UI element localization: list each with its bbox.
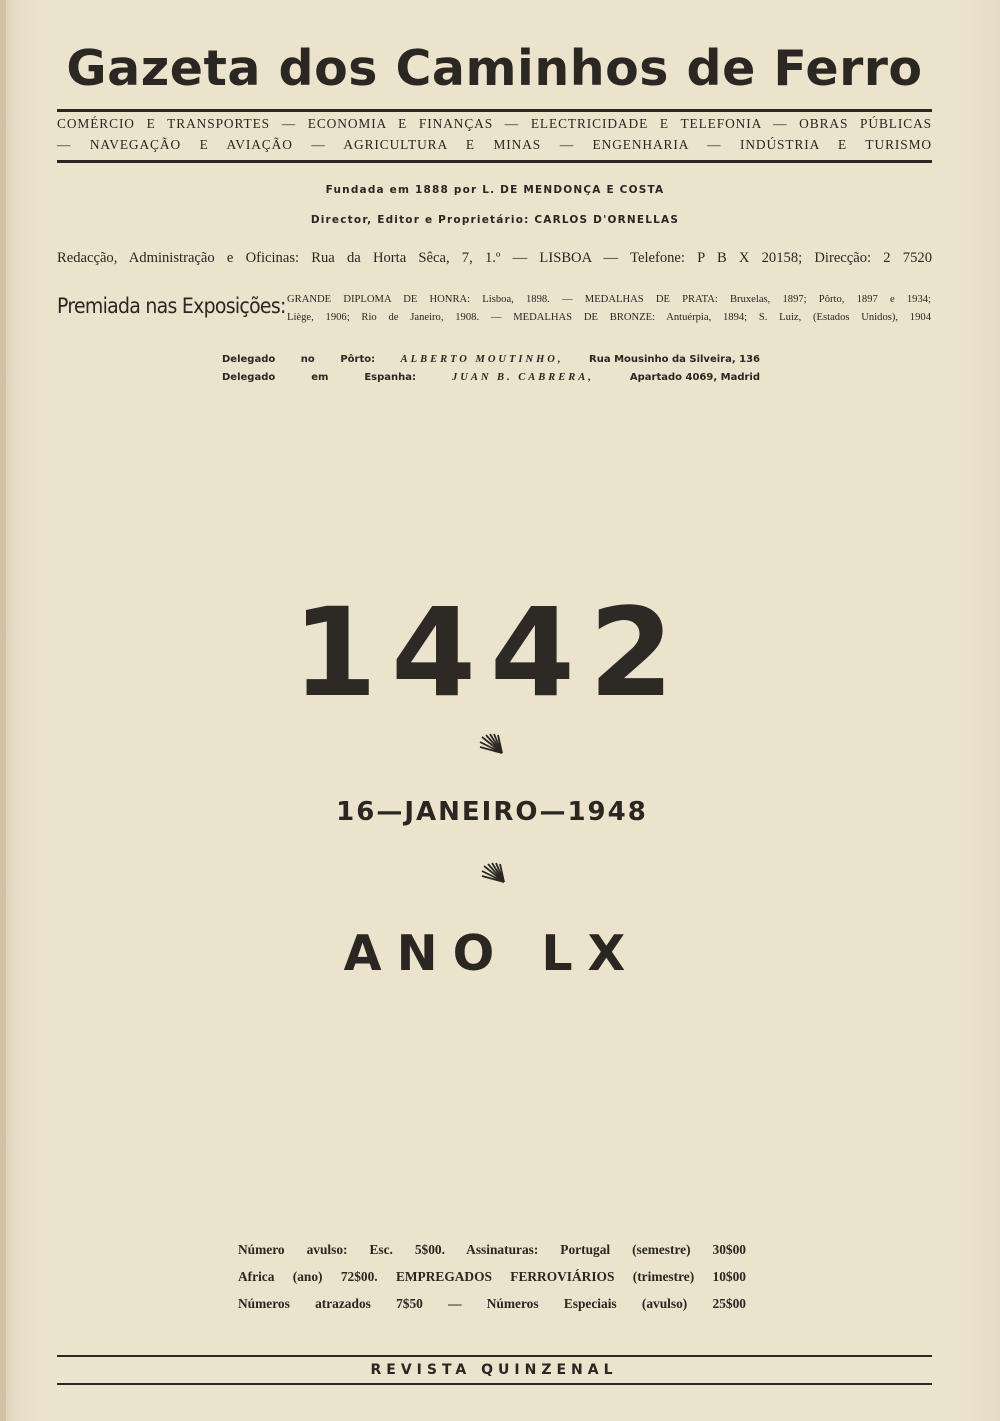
director-line: Director, Editor e Proprietário: CARLOS D'ORNELLAS xyxy=(310,214,680,226)
price-line-1: Número avulso: Esc. 5$00. Assinaturas: Portugal (semestre) 30$00 xyxy=(238,1242,746,1257)
fan-ornament-icon xyxy=(480,862,508,886)
delegate-prep: no xyxy=(300,354,315,365)
delegate-address: Rua Mousinho da Silveira, 136 xyxy=(589,354,760,365)
fan-ornament-icon xyxy=(478,733,506,757)
delegate-prep: em xyxy=(311,372,329,383)
footer-label: REVISTA QUINZENAL xyxy=(370,1362,618,1378)
issue-date: 16—JANEIRO—1948 xyxy=(336,797,648,827)
masthead-rule-top xyxy=(57,109,932,112)
issue-year: ANO LX xyxy=(343,925,641,982)
address-line: Redacção, Administração e Oficinas: Rua da Horta Sêca, 7, 1.º — LISBOA — Telefone: P B X 20158; Direcção: 2 7520 xyxy=(57,250,932,266)
delegate-name: ALBERTO MOUTINHO, xyxy=(400,354,564,365)
price-line-2: Africa (ano) 72$00. EMPREGADOS FERROVIÁRIOS (trimestre) 10$00 xyxy=(238,1269,746,1284)
awards-line-1: GRANDE DIPLOMA DE HONRA: Lisboa, 1898. — MEDALHAS DE PRATA: Bruxelas, 1897; Pôrto, 1897 e 1934; xyxy=(287,294,931,305)
delegate-place: Espanha: xyxy=(364,372,417,383)
delegate-name: JUAN B. CABRERA, xyxy=(451,372,594,383)
footer-rule-bottom xyxy=(57,1383,932,1385)
subjects-line-1: COMÉRCIO E TRANSPORTES — ECONOMIA E FINANÇAS — ELECTRICIDADE E TELEFONIA — OBRAS PÚBLICAS xyxy=(57,116,932,131)
issue-number: 1442 xyxy=(292,582,688,724)
subjects-line-2: — NAVEGAÇÃO E AVIAÇÃO — AGRICULTURA E MINAS — ENGENHARIA — INDÚSTRIA E TURISMO xyxy=(57,137,932,152)
delegate-place: Pôrto: xyxy=(340,354,376,365)
awards-line-2: Liège, 1906; Rio de Janeiro, 1908. — MEDALHAS DE BRONZE: Antuérpia, 1894; S. Luiz, (Estados Unidos), 1904 xyxy=(287,312,931,323)
delegate-porto xyxy=(222,354,760,365)
masthead-title: Gazeta dos Caminhos de Ferro xyxy=(66,40,923,97)
delegate-address: Apartado 4069, Madrid xyxy=(629,372,760,383)
price-line-3: Números atrazados 7$50 — Números Especiais (avulso) 25$00 xyxy=(238,1296,746,1311)
masthead-rule-bottom xyxy=(57,160,932,163)
delegate-role: Delegado xyxy=(222,354,276,365)
founded-line: Fundada em 1888 por L. DE MENDONÇA E COSTA xyxy=(325,184,665,196)
delegate-espanha xyxy=(222,372,760,383)
delegate-role: Delegado xyxy=(222,372,276,383)
footer-rule-top xyxy=(57,1355,932,1357)
awards-label: Premiada nas Exposições: xyxy=(57,294,286,318)
